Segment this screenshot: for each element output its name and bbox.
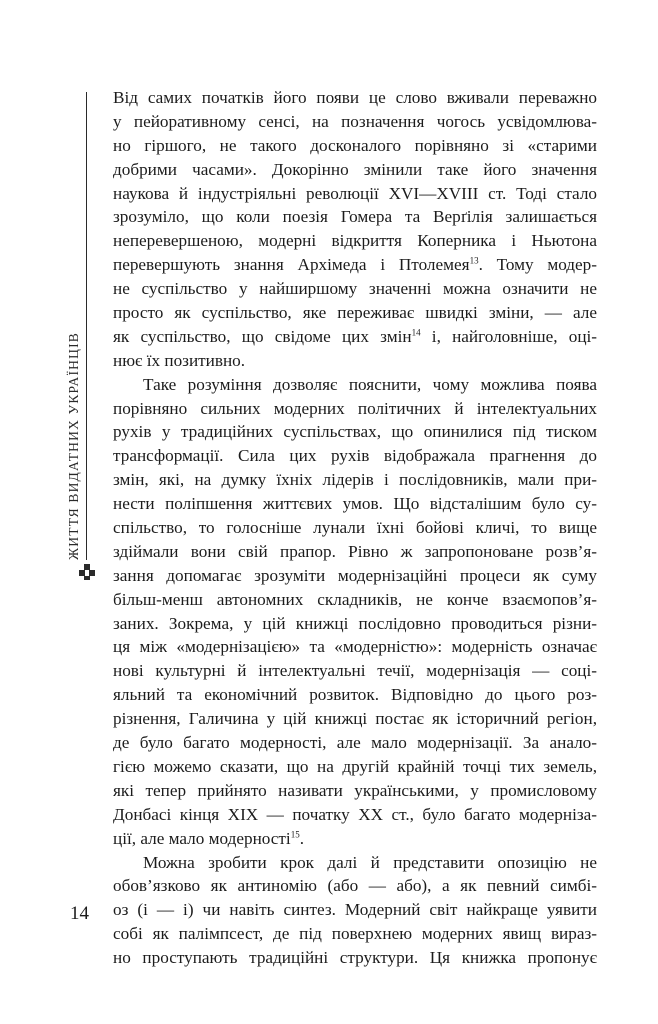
text-line: ції, але мало модерності$^{15}$. (113, 828, 305, 848)
text-line: наукова й індустріяльні революції XVI—XVIII ст. Тоді стало (113, 183, 597, 203)
paragraph (113, 851, 597, 970)
text-line: но проступають традиційні структури. Ця книжка пропонує (113, 948, 597, 968)
text-line: собі як палімпсест, де під поверхнею модерних явищ вираз- (113, 924, 597, 944)
text-line: здіймали вони свій прапор. Рівно ж запропоноване розв’я- (113, 541, 597, 561)
text-line: як суспільство, що свідоме цих змін$^{14}$ і, найголовніше, оці- (113, 326, 598, 346)
text-line: трансформації. Сила цих рухів відображала прагнення до (113, 446, 597, 466)
text-line: но гіршого, не такого досконалого порівняно зі «старими (113, 135, 597, 155)
text-line: у пейоративному сенсі, на позначення чогось усвідомлюва- (113, 111, 597, 131)
text-line: більш-менш автономних складників, не конче взаємопов’я- (113, 589, 597, 609)
text-line: Можна зробити крок далі й представити опозицію не (143, 852, 597, 872)
footnote-ref: 13 (469, 255, 479, 266)
running-head (58, 90, 98, 560)
ornament-icon (79, 564, 95, 580)
text-line: просто як суспільство, яке переживає швидкі зміни, — але (113, 303, 597, 323)
body-text (113, 86, 597, 970)
footnote-ref: 14 (411, 327, 421, 338)
text-line: обов’язково як антиномію (або — або), а як певний симбі- (113, 876, 597, 896)
running-head-title: ЖИТТЯ ВИДАТНИХ УКРАЇНЦІВ (66, 332, 81, 560)
text-line: гією можемо сказати, що на другій крайній точці тих земель, (113, 756, 597, 776)
text-line: добрими часами». Докорінно змінили таке його значення (113, 159, 597, 179)
text-line: ця між «модернізацією» та «модерністю»: модерність означає (113, 637, 597, 657)
text-line: спільство, то голосніше лунали їхні бойові кличі, то вище (113, 518, 597, 538)
page-number: 14 (70, 903, 89, 924)
paragraph (113, 373, 597, 851)
text-line: різнення, Галичина у цій книжці постає як історичний регіон, (113, 709, 597, 729)
text-line: Донбасі кінця XIX — початку XX ст., було багато модерніза- (113, 804, 597, 824)
text-line: Таке розуміння дозволяє пояснити, чому можлива поява (143, 374, 597, 394)
text-line: заних. Зокрема, у цій книжці послідовно проводиться різни- (113, 613, 597, 633)
text-line: які тепер прийнято називати українськими, у промисловому (113, 780, 597, 800)
text-line: де було багато модерності, але мало модернізації. За анало- (113, 733, 597, 753)
text-line: змін, які, на думку їхніх лідерів і послідовників, мали при- (113, 470, 597, 490)
text-line: Від самих початків його появи це слово вживали переважно (113, 88, 597, 107)
text-line: нює їх позитивно. (113, 350, 246, 370)
text-line: оз (і — і) чи навіть синтез. Модерний світ найкраще уявити (113, 900, 597, 920)
text-line: неперевершеною, модерні відкриття Коперника і Ньютона (113, 231, 597, 251)
text-line: нести поліпшення життєвих умов. Що відсталішим було су- (113, 494, 597, 514)
text-line: рухів у традиційних суспільствах, що опинилися під тиском (113, 422, 597, 442)
text-line: зрозуміло, що коли поезія Гомера та Верґілія залишається (113, 207, 597, 227)
text-line: не суспільство у найширшому значенні можна означити не (113, 279, 597, 299)
text-line: зання допомагає зрозуміти модернізаційні процеси як суму (113, 565, 597, 585)
footnote-ref: 15 (290, 828, 300, 839)
text-line: перевершують знання Архімеда і Птолемея$^{13}$. Тому модер- (113, 255, 598, 275)
vertical-rule (86, 92, 87, 560)
text-line: нові культурні й інтелектуальні течії, модернізація — соці- (113, 661, 597, 681)
text-line: порівняно сильних модерних політичних й інтелектуальних (113, 398, 597, 418)
text-line: яльний та економічний розвиток. Відповідно до цього роз- (113, 685, 597, 705)
paragraph (113, 86, 597, 373)
